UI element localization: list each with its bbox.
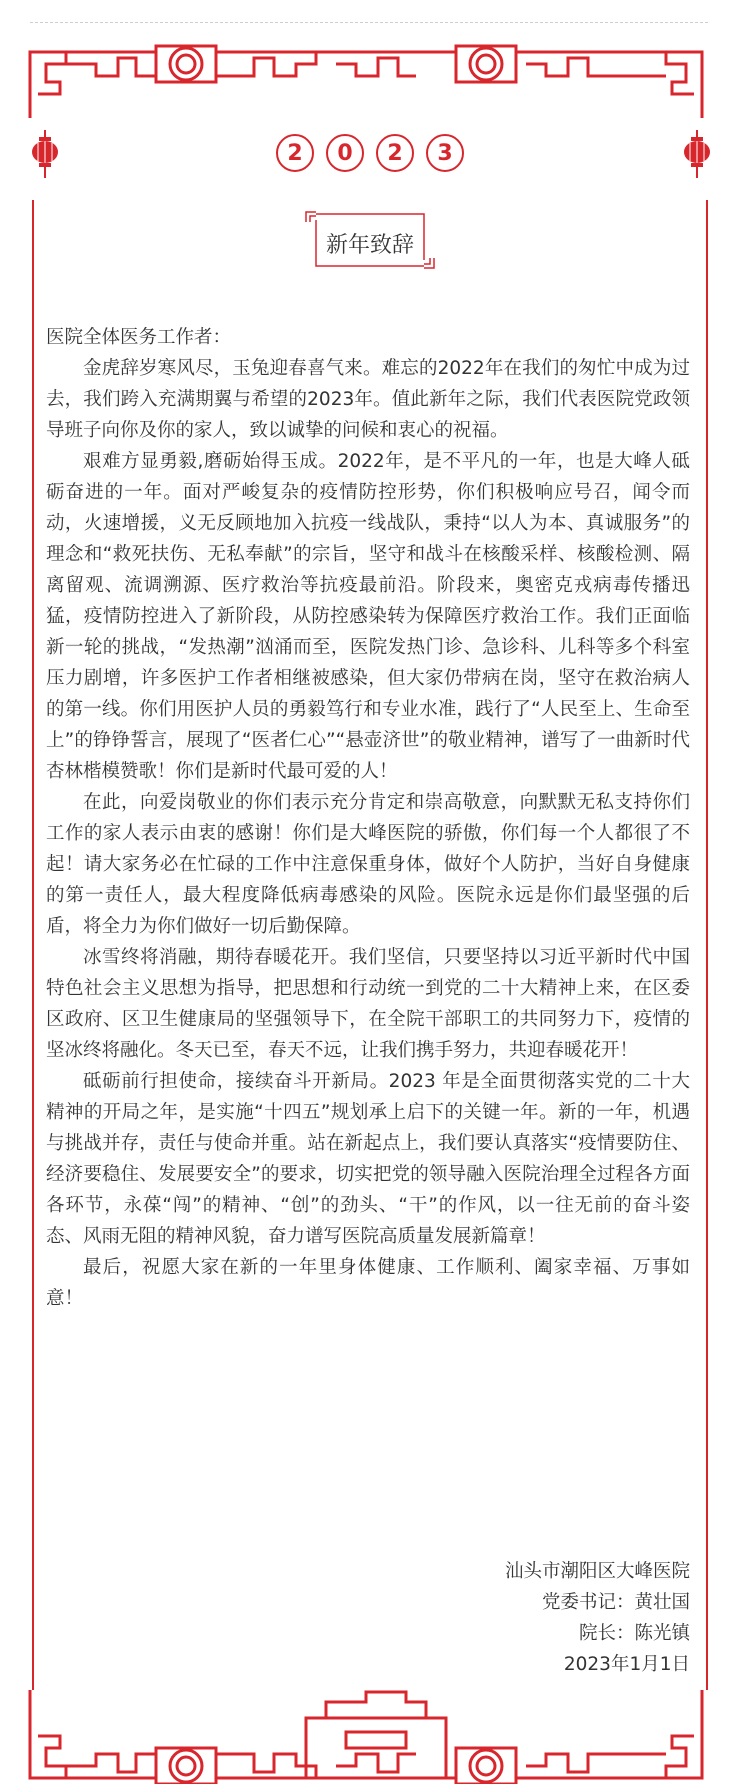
paragraph: 最后，祝愿大家在新的一年里身体健康、工作顺利、阖家幸福、万事如意！ bbox=[46, 1257, 690, 1309]
paragraph: 金虎辞岁寒风尽，玉兔迎春喜气来。难忘的2022年在我们的匆忙中成为过去，我们跨入充满期翼与希望的2023年。值此新年之际，我们代表医院党政领导班子向你及你的家人，致以诚挚的问候和衷心的祝福。 bbox=[46, 358, 690, 441]
paragraph: 在此，向爱岗敬业的你们表示充分肯定和崇高敬意，向默默无私支持你们工作的家人表示由衷的感谢！你们是大峰医院的骄傲，你们每一个人都很了不起！请大家务必在忙碌的工作中注意保重身体，做好个人防护，当好自身健康的第一责任人，最大程度降低病毒感染的风险。医院永远是你们最坚强的后盾，将全力为你们做好一切后勤保障。 bbox=[46, 792, 690, 937]
left-frame-line bbox=[32, 200, 34, 1690]
signature-president: 院长：陈光镇 bbox=[578, 1623, 690, 1644]
signature-organization: 汕头市潮阳区大峰医院 bbox=[504, 1561, 690, 1582]
year-digit: 3 bbox=[426, 134, 464, 172]
top-lattice-border bbox=[26, 42, 706, 122]
signature-date: 2023年1月1日 bbox=[563, 1654, 690, 1675]
salutation: 医院全体医务工作者： bbox=[46, 327, 232, 348]
page-title: 新年致辞 bbox=[325, 233, 414, 258]
title-frame bbox=[304, 210, 436, 270]
bottom-lattice-border bbox=[26, 1688, 706, 1784]
top-divider bbox=[30, 22, 708, 23]
letter-body bbox=[46, 322, 690, 1314]
year-digit: 2 bbox=[376, 134, 414, 172]
year-badges bbox=[0, 134, 740, 172]
signature-block bbox=[505, 1556, 690, 1680]
paragraph: 艰难方显勇毅,磨砺始得玉成。2022年，是不平凡的一年，也是大峰人砥砺奋进的一年。面对严峻复杂的疫情防控形势，你们积极响应号召，闻令而动，火速增援，义无反顾地加入抗疫一线战队，秉持“以人为本、真诚服务”的理念和“救死扶伤、无私奉献”的宗旨，坚守和战斗在核酸采样、核酸检测、隔离留观、流调溯源、医疗救治等抗疫最前沿。阶段来，奥密克戎病毒传播迅猛，疫情防控进入了新阶段，从防控感染转为保障医疗救治工作。我们正面临新一轮的挑战，“发热潮”汹涌而至，医院发热门诊、急诊科、儿科等多个科室压力剧增，许多医护工作者相继被感染，但大家仍带病在岗，坚守在救治病人的第一线。你们用医护人员的勇毅笃行和专业水准，践行了“人民至上、生命至上”的铮铮誓言，展现了“医者仁心”“悬壶济世”的敬业精神，谱写了一曲新时代杏林楷模赞歌！你们是新时代最可爱的人！ bbox=[46, 451, 690, 782]
year-digit: 2 bbox=[276, 134, 314, 172]
signature-secretary: 党委书记：黄壮国 bbox=[541, 1592, 690, 1613]
year-digit: 0 bbox=[326, 134, 364, 172]
right-frame-line bbox=[706, 200, 708, 1690]
paragraph: 冰雪终将消融，期待春暖花开。我们坚信，只要坚持以习近平新时代中国特色社会主义思想为指导，把思想和行动统一到党的二十大精神上来，在区委区政府、区卫生健康局的坚强领导下，在全院干部职工的共同努力下，疫情的坚冰终将融化。冬天已至，春天不远，让我们携手努力，共迎春暖花开！ bbox=[46, 947, 690, 1061]
paragraph: 砥砺前行担使命，接续奋斗开新局。2023 年是全面贯彻落实党的二十大精神的开局之年，是实施“十四五”规划承上启下的关键一年。新的一年，机遇与挑战并存，责任与使命并重。站在新起点上，我们要认真落实“疫情要防住、经济要稳住、发展要安全”的要求，切实把党的领导融入医院治理全过程各方面各环节，永葆“闯”的精神、“创”的劲头、“干”的作风，以一往无前的奋斗姿态、风雨无阻的精神风貌，奋力谱写医院高质量发展新篇章！ bbox=[46, 1071, 690, 1247]
